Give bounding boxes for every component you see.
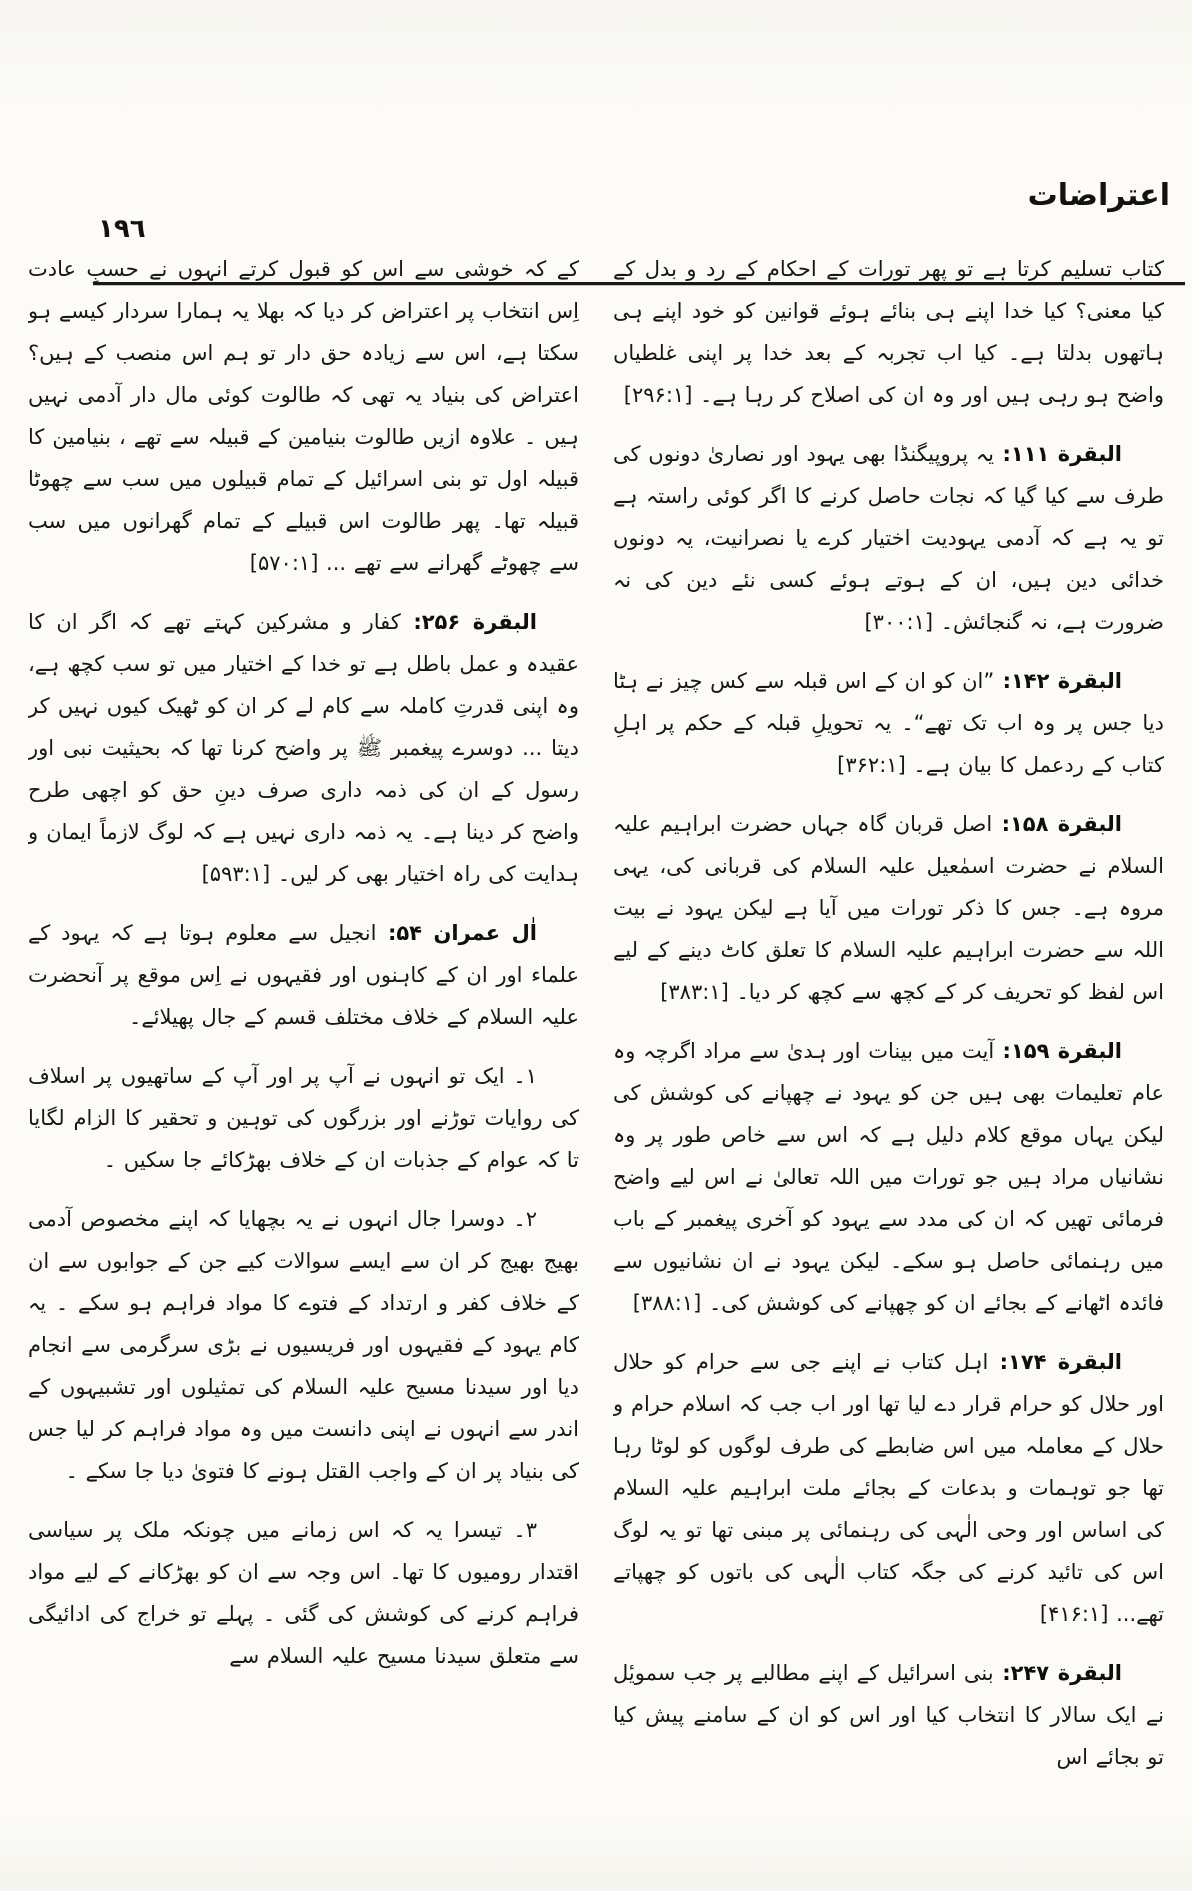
- verse-heading: البقرة ۱۵۹:: [994, 1039, 1122, 1063]
- verse-heading: البقرة ۲۵۶:: [400, 610, 537, 634]
- paragraph: اٰل عمران ۵۴: انجیل سے معلوم ہوتا ہے کہ یہود کے علماء اور ان کے کاہنوں اور فقیہوں نے اِس موقع پر آنحضرت علیہ السلام کے خلاف مختلف قسم کے جال پھیلائے۔: [28, 921, 579, 1029]
- paragraph: البقرة ۱۵۹: آیت میں بینات اور ہدیٰ سے مراد اگرچہ وہ عام تعلیمات بھی ہیں جن کو یہود نے چھپانے کی کوشش کی لیکن یہاں موقع کلام دلیل ہے کہ اس سے خاص طور پر وہ نشانیاں مراد ہیں جو تورات میں اللہ تعالیٰ نے اس لیے واضح فرمائی تھیں کہ ان کی مدد سے یہود کو آخری پیغمبر کے باب میں رہنمائی حاصل ہو سکے۔ لیکن یہود نے ان نشانیوں سے فائدہ اٹھانے کے بجائے ان کو چھپانے کی کوشش کی۔ [۳۸۸:۱]: [613, 1039, 1164, 1315]
- verse-heading: البقرة ۱۷۴:: [988, 1350, 1122, 1374]
- paragraph: ۲۔ دوسرا جال انہوں نے یہ بچھایا کہ اپنے مخصوص آدمی بھیج بھیج کر ان سے ایسے سوالات کیے جن کے جوابوں سے ان کے خلاف کفر و ارتداد کے فتوے کا مواد فراہم ہو سکے ۔ یہ کام یہود کے فقیہوں اور فریسیوں نے بڑی سرگرمی سے انجام دیا اور سیدنا مسیح علیہ السلام کی تمثیلوں اور تشبیہوں کے اندر سے انہوں نے اپنی دانست میں وہ مواد فراہم کر لیا جس کی بنیاد پر ان کے واجب القتل ہونے کا فتویٰ دیا جا سکے ۔: [28, 1207, 579, 1483]
- verse-heading: البقرة ۱۵۸:: [992, 812, 1122, 836]
- column-right: [613, 248, 1164, 1828]
- verse-heading: البقرة ۲۴۷:: [993, 1661, 1122, 1685]
- column-left: [28, 248, 579, 1828]
- paragraph: ۱۔ ایک تو انہوں نے آپ پر اور آپ کے ساتھیوں پر اسلاف کی روایات توڑنے اور بزرگوں کی توہین و تحقیر کا الزام لگایا تا کہ عوام کے جذبات ان کے خلاف بھڑکائے جا سکیں ۔: [28, 1064, 579, 1172]
- paragraph: البقرة ۲۵۶: کفار و مشرکین کہتے تھے کہ اگر ان کا عقیدہ و عمل باطل ہے تو خدا کے اختیار میں تو سب کچھ ہے، وہ اپنی قدرتِ کاملہ سے کام لے کر ان کو ٹھیک کیوں نہیں کر دیتا ... دوسرے پیغمبر ﷺ پر واضح کرنا تھا کہ بحیثیت نبی اور رسول کے ان کی ذمہ داری صرف دینِ حق کو اچھی طرح واضح کر دینا ہے۔ یہ ذمہ داری نہیں ہے کہ لوگ لازماً ایمان و ہدایت کی راہ اختیار بھی کر لیں۔ [۵۹۳:۱]: [28, 610, 579, 886]
- page-title: اعتراضات: [1027, 178, 1170, 213]
- text-columns: [28, 248, 1164, 1828]
- paragraph: ۳۔ تیسرا یہ کہ اس زمانے میں چونکہ ملک پر سیاسی اقتدار رومیوں کا تھا۔ اس وجہ سے ان کو بھڑکانے کے لیے مواد فراہم کرنے کی کوشش کی گئی ۔ پہلے تو خراج کی ادائیگی سے متعلق سیدنا مسیح علیہ السلام سے: [28, 1518, 579, 1668]
- paragraph: البقرة ۱۴۲: ”ان کو ان کے اس قبلہ سے کس چیز نے ہٹا دیا جس پر وہ اب تک تھے“۔ یہ تحویلِ قبلہ کے حکم پر اہلِ کتاب کے ردعمل کا بیان ہے۔ [۳۶۲:۱]: [613, 669, 1164, 777]
- paragraph: البقرة ۱۷۴: اہل کتاب نے اپنے جی سے حرام کو حلال اور حلال کو حرام قرار دے لیا تھا اور اب جب کہ اسلام حرام و حلال کے معاملہ میں اس ضابطے کی طرف لوگوں کو لوٹا رہا تھا جو توہمات و بدعات کے بجائے ملت ابراہیم علیہ السلام کی اساس اور وحی الٰہی کی رہنمائی پر مبنی تھا تو یہ لوگ اس کی تائید کرنے کی جگہ کتاب الٰہی کی باتوں کو چھپاتے تھے... [۴۱۶:۱]: [613, 1350, 1164, 1626]
- verse-heading: البقرة ۱۴۲:: [994, 669, 1122, 693]
- page-number: ١٩٦: [98, 214, 146, 244]
- paragraph: کتاب تسلیم کرتا ہے تو پھر تورات کے احکام کے رد و بدل کے کیا معنی؟ کیا خدا اپنے ہی بنائے ہوئے قوانین کو خود اپنے ہی ہاتھوں بدلتا ہے۔ کیا اب تجربہ کے بعد خدا پر اپنی غلطیاں واضح ہو رہی ہیں اور وہ ان کی اصلاح کر رہا ہے۔ [۲۹۶:۱]: [613, 257, 1164, 407]
- paragraph: البقرة ۱۵۸: اصل قربان گاہ جہاں حضرت ابراہیم علیہ السلام نے حضرت اسمٰعیل علیہ السلام کی قربانی کی، یہی مروہ ہے۔ جس کا ذکر تورات میں آیا ہے لیکن یہود نے بیت اللہ سے حضرت ابراہیم علیہ السلام کا تعلق کاٹ دینے کے لیے اس لفظ کو تحریف کر کے کچھ سے کچھ کر دیا۔ [۳۸۳:۱]: [613, 812, 1164, 1004]
- paragraph: کے کہ خوشی سے اس کو قبول کرتے انہوں نے حسبِ عادت اِس انتخاب پر اعتراض کر دیا کہ بھلا یہ ہمارا سردار کیسے ہو سکتا ہے، اس سے زیادہ حق دار تو ہم اس منصب کے ہیں؟ اعتراض کی بنیاد یہ تھی کہ طالوت کوئی مال دار آدمی نہیں ہیں ۔ علاوہ ازیں طالوت بنیامین کے قبیلہ سے تھے ، بنیامین کا قبیلہ اول تو بنی اسرائیل کے تمام قبیلوں میں سب سے چھوٹا قبیلہ تھا۔ پھر طالوت اس قبیلے کے تمام گھرانوں میں سب سے چھوٹے گھرانے سے تھے ... [۵۷۰:۱]: [28, 257, 579, 575]
- paragraph: البقرة ۱۱۱: یہ پروپیگنڈا بھی یہود اور نصاریٰ دونوں کی طرف سے کیا گیا کہ نجات حاصل کرنے کا اگر کوئی راستہ ہے تو یہ ہے کہ آدمی یہودیت اختیار کرے یا نصرانیت، یہ دونوں خدائی دین ہیں، ان کے ہوتے ہوئے کسی نئے دین کی نہ ضرورت ہے، نہ گنجائش۔ [۳۰۰:۱]: [613, 442, 1164, 634]
- paragraph: البقرة ۲۴۷: بنی اسرائیل کے اپنے مطالبے پر جب سمویٔل نے ایک سالار کا انتخاب کیا اور اس کو ان کے سامنے پیش کیا تو بجائے اس: [613, 1661, 1164, 1769]
- verse-heading: اٰل عمران ۵۴:: [376, 921, 537, 945]
- verse-heading: البقرة ۱۱۱:: [994, 442, 1123, 466]
